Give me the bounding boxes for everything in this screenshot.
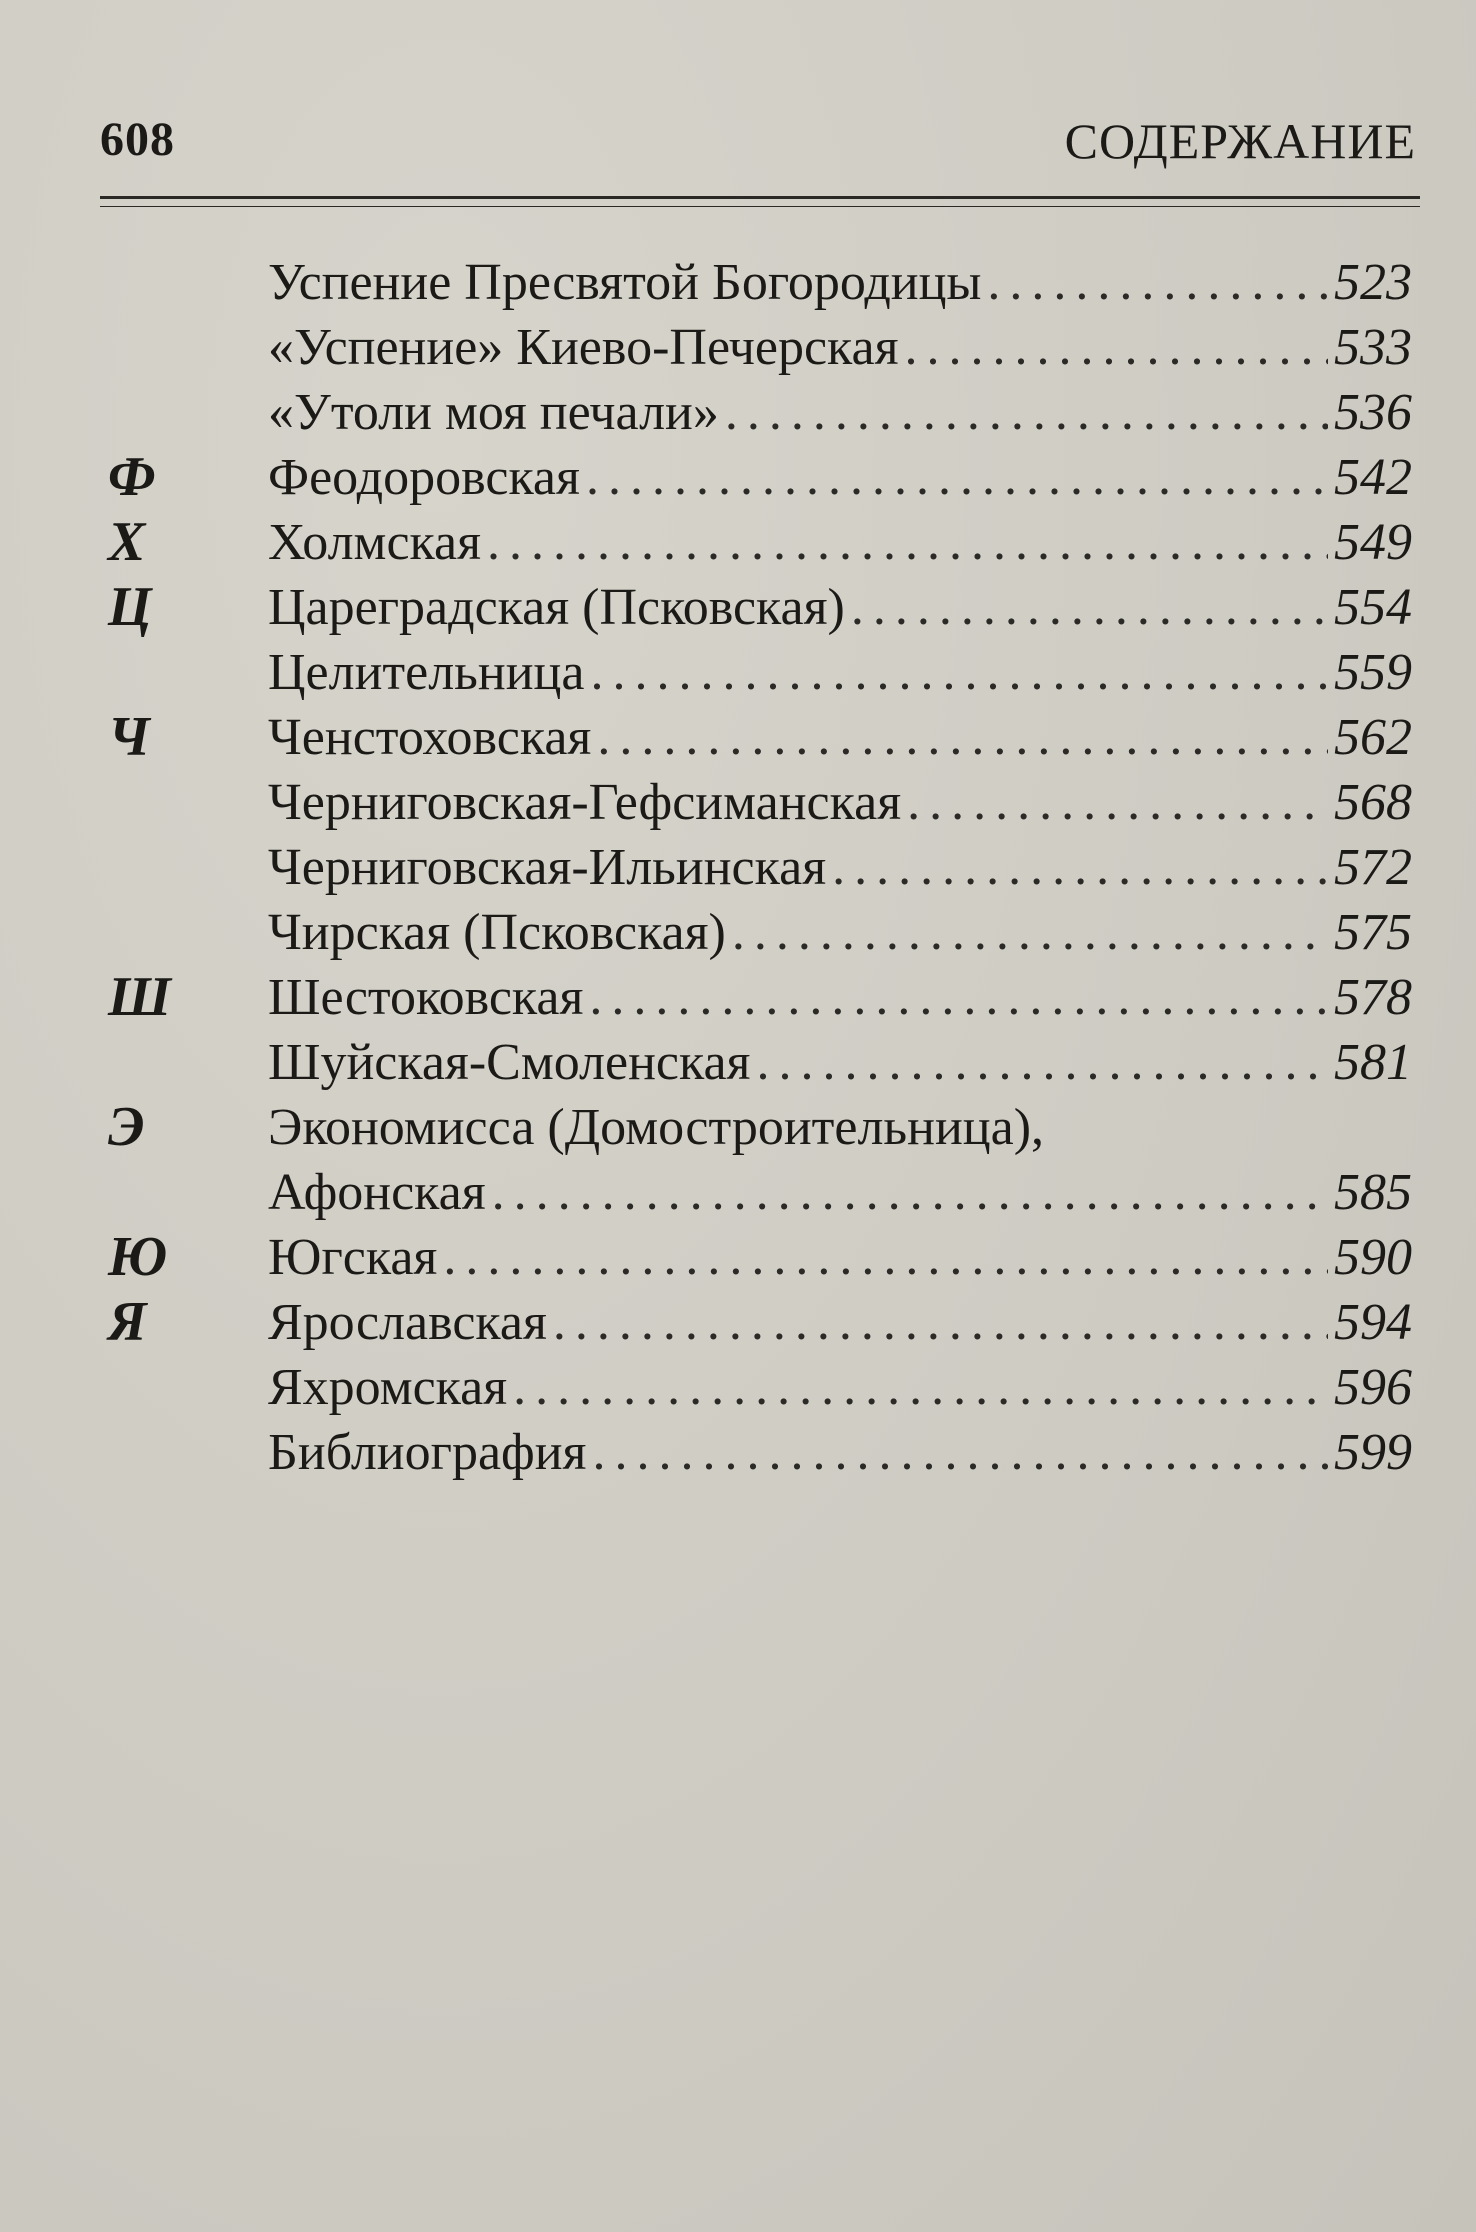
toc-entry-title: Черниговская-Ильинская <box>268 839 827 896</box>
section-letter: Я <box>108 1291 147 1353</box>
section-letter: Ю <box>108 1226 168 1288</box>
toc-entry-title: Черниговская-Гефсиманская <box>268 774 902 831</box>
dot-leader <box>513 1355 1328 1420</box>
toc-row <box>0 510 1476 575</box>
toc-entry-title: Экономисса (Домостроительница), <box>268 1099 1045 1156</box>
toc-entry-page: 568 <box>1334 774 1412 831</box>
running-title: СОДЕРЖАНИЕ <box>1064 113 1416 169</box>
toc-entry-page: 590 <box>1334 1229 1412 1286</box>
toc-entry <box>268 510 1412 575</box>
toc-row <box>0 315 1476 380</box>
dot-leader <box>553 1290 1328 1355</box>
dot-leader <box>586 445 1328 510</box>
toc-row <box>0 1225 1476 1290</box>
page-number: 608 <box>100 113 175 166</box>
toc-entry-title: Чирская (Псковская) <box>268 904 726 961</box>
dot-leader <box>487 510 1328 575</box>
toc-entry-title: Холмская <box>268 514 482 571</box>
toc-entry <box>268 705 1412 770</box>
dot-leader <box>589 965 1328 1030</box>
toc-entry <box>268 445 1412 510</box>
section-letter: Ф <box>108 446 156 508</box>
toc-entry-title: «Успение» Киево-Печерская <box>268 319 899 376</box>
header-rule-thin <box>100 206 1420 207</box>
toc-entry <box>268 965 1412 1030</box>
toc-row <box>0 1030 1476 1095</box>
dot-leader <box>756 1030 1328 1095</box>
toc-entry-page: 554 <box>1334 579 1412 636</box>
toc-entry-page: 533 <box>1334 319 1412 376</box>
dot-leader <box>590 640 1328 705</box>
toc-entry-page: 594 <box>1334 1294 1412 1351</box>
toc-entry <box>268 1160 1412 1225</box>
toc-entry-page: 578 <box>1334 969 1412 1026</box>
section-letter: Х <box>108 511 146 573</box>
toc-entry-page: 549 <box>1334 514 1412 571</box>
toc-entry-title: Цареградская (Псковская) <box>268 579 845 636</box>
toc-entry-title: Афонская <box>268 1164 486 1221</box>
toc-entry <box>268 900 1412 965</box>
toc-entry-title: Югская <box>268 1229 438 1286</box>
toc-row <box>0 1420 1476 1485</box>
toc-entry <box>268 1420 1412 1485</box>
toc-entry-title: Шестоковская <box>268 969 584 1026</box>
section-letter: Э <box>108 1096 145 1158</box>
dot-leader <box>725 380 1328 445</box>
toc-entry <box>268 1355 1412 1420</box>
toc-entry-page: 523 <box>1334 254 1412 311</box>
toc-entry-title: «Утоли моя печали» <box>268 384 719 441</box>
dot-leader <box>851 575 1328 640</box>
toc-row <box>0 1160 1476 1225</box>
page-header <box>0 0 1476 220</box>
dot-leader <box>443 1225 1328 1290</box>
toc-row <box>0 965 1476 1030</box>
section-letter: Ш <box>108 966 172 1028</box>
toc-row <box>0 1290 1476 1355</box>
toc-row <box>0 835 1476 900</box>
dot-leader <box>732 900 1328 965</box>
toc-entry <box>268 380 1412 445</box>
toc-row <box>0 575 1476 640</box>
toc-entry-title: Феодоровская <box>268 449 580 506</box>
toc-row <box>0 770 1476 835</box>
toc-entry-title: Ченстоховская <box>268 709 592 766</box>
toc-entry-title: Успение Пресвятой Богородицы <box>268 254 982 311</box>
toc-row <box>0 1095 1476 1160</box>
toc-entry-title: Библиография <box>268 1424 587 1481</box>
dot-leader <box>907 770 1328 835</box>
toc-entry <box>268 770 1412 835</box>
toc-entry <box>268 250 1412 315</box>
toc-row <box>0 705 1476 770</box>
toc-entry <box>268 835 1412 900</box>
toc-row <box>0 445 1476 510</box>
toc-row <box>0 1355 1476 1420</box>
toc-entry-title: Шуйская-Смоленская <box>268 1034 751 1091</box>
toc-entry-page: 596 <box>1334 1359 1412 1416</box>
toc-entry <box>268 640 1412 705</box>
toc-entry <box>268 315 1412 380</box>
dot-leader <box>592 1420 1328 1485</box>
section-letter: Ц <box>108 576 152 638</box>
toc-row <box>0 250 1476 315</box>
toc-entry-page: 572 <box>1334 839 1412 896</box>
toc-entry-title: Ярославская <box>268 1294 547 1351</box>
toc-entry-page: 575 <box>1334 904 1412 961</box>
dot-leader <box>492 1160 1328 1225</box>
toc-entry-page: 542 <box>1334 449 1412 506</box>
toc-entry-page: 536 <box>1334 384 1412 441</box>
toc-entry-page: 599 <box>1334 1424 1412 1481</box>
toc-entry-title: Яхромская <box>268 1359 508 1416</box>
dot-leader <box>832 835 1328 900</box>
toc-row <box>0 380 1476 445</box>
toc-entry-page: 559 <box>1334 644 1412 701</box>
dot-leader <box>597 705 1328 770</box>
toc-entry <box>268 1290 1412 1355</box>
toc-entry-title: Целительница <box>268 644 585 701</box>
toc-entry-page: 562 <box>1334 709 1412 766</box>
dot-leader <box>905 315 1328 380</box>
toc-entry-page: 581 <box>1334 1034 1412 1091</box>
toc-entry <box>268 575 1412 640</box>
toc-row <box>0 900 1476 965</box>
toc-entry <box>268 1225 1412 1290</box>
toc-entry-page: 585 <box>1334 1164 1412 1221</box>
toc-entry <box>268 1095 1412 1160</box>
toc-row <box>0 640 1476 705</box>
toc-entry <box>268 1030 1412 1095</box>
section-letter: Ч <box>108 706 150 768</box>
header-rule-thick <box>100 196 1420 199</box>
dot-leader <box>987 250 1328 315</box>
